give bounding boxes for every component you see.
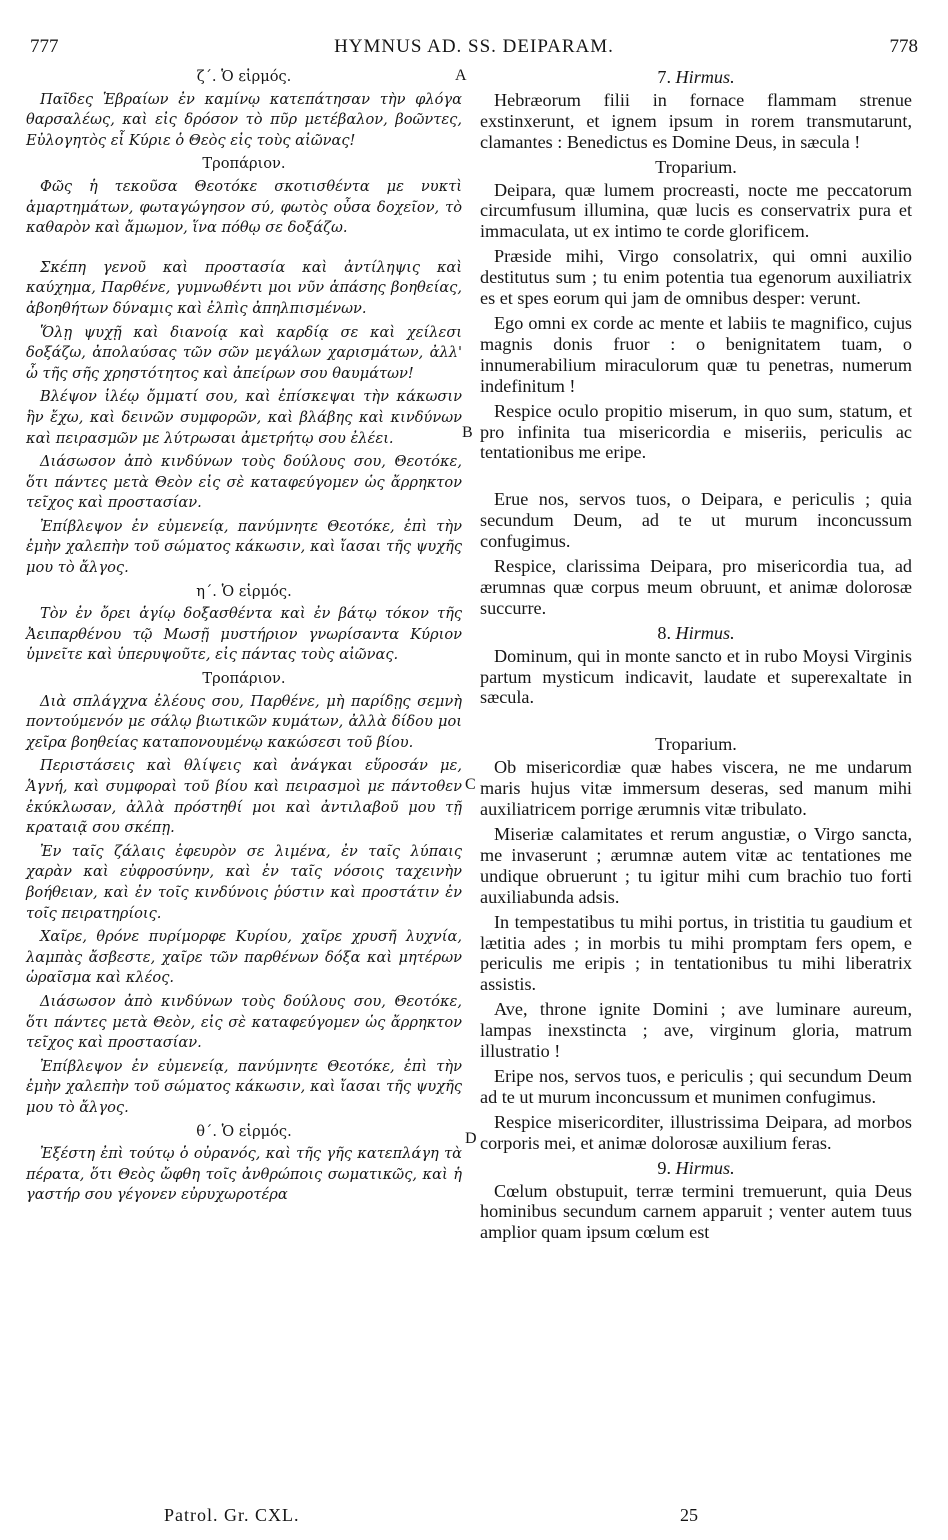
latin-heading-troparium-7: Troparium.: [655, 156, 737, 177]
latin-heading-troparium-8: Troparium.: [655, 734, 737, 755]
greek-paragraph: Διάσωσον ἀπὸ κινδύνων τοὺς δούλους σου, Θεοτόκε, ὅτι πάντες μετὰ Θεὸν, εἰς σὲ καταφεύγομεν ὡς ἄρρηκτον τεῖχος καὶ προστασίαν.: [26, 992, 462, 1052]
page-number-left: 777: [30, 36, 59, 57]
latin-paragraph: Ego omni ex corde ac mente et labiis te magnifico, cujus magnis donis fruor : o benignitatem tuam, o innumerabilium miraculorum quæ tu penetras, numerum indefinitum !: [480, 312, 912, 396]
latin-paragraph: Respice misericorditer, illustrissima Deipara, ad morbos corporis mei, et animæ dolorosæ auxilium feras.: [480, 1111, 912, 1153]
latin-paragraph: Dominum, qui in monte sancto et in rubo Moysi Virginis partum mysticum indicavit, laudate et superexaltate in sæcula.: [480, 645, 912, 708]
latin-paragraph: Respice, clarissima Deipara, pro misericordia tua, ad ærumnas quæ corpus meum obruunt, et animæ dolorosæ succurre.: [480, 556, 912, 618]
latin-paragraph: Miseriæ calamitates et rerum angustiæ, o Virgo sancta, me invaserunt ; ærumnæ autem vitæ ac tentationes me undique obruerunt ; tu igitur mihi cum brachio tuo forti auxiliabunda adsis.: [480, 824, 912, 907]
greek-paragraph: Ἐπίβλεψον ἐν εὐμενείᾳ, πανύμνητε Θεοτόκε, ἐπὶ τὴν ἐμὴν χαλεπὴν τοῦ σώματος κάκωσιν, καὶ ἴασαι τῆς ψυχῆς μου τὸ ἄλγος.: [26, 517, 462, 577]
latin-paragraph: Præside mihi, Virgo consolatrix, qui omni auxilio destitutus sum ; tu enim potentia tua egenorum auxiliatrix es et spes eorum qui jam de omnibus desper: verunt.: [480, 246, 912, 309]
page-number-right: 778: [889, 36, 918, 57]
greek-heading-troparion-7: Τροπάριον.: [202, 155, 286, 173]
latin-heading-hirmus-8: 8. Hirmus.: [657, 622, 735, 643]
footer-source: Patrol. Gr. CXL.: [164, 1505, 300, 1525]
greek-paragraph: Περιστάσεις καὶ θλίψεις καὶ ἀνάγκαι εὕροσάν με, Ἁγνή, καὶ συμφοραὶ τοῦ βίου καὶ πειρασμοὶ με πάντοθεν ἐκύκλωσαν, ἀλλὰ πρόστηθί μοι καὶ ἀντιλαβοῦ μου τῇ κραταιᾷ σου σκέπῃ.: [26, 757, 462, 837]
latin-paragraph: Ob misericordiæ quæ habes viscera, ne me undarum maris hujus vitæ immersum deseras, sed manum mihi auxiliatricem porrige ærumnis vitæ tribulato.: [480, 757, 912, 820]
greek-heading-hirmus-8: η΄. Ὁ εἱρμός.: [196, 582, 292, 600]
greek-paragraph: Χαῖρε, θρόνε πυρίμορφε Κυρίου, χαῖρε χρυσῆ λυχνία, λαμπὰς ἄσβεστε, χαῖρε τῶν παρθένων δόξα καὶ μητέρων ὡραῖσμα καὶ κλέος.: [26, 928, 462, 987]
greek-paragraph: Φῶς ἡ τεκοῦσα Θεοτόκε σκοτισθέντα με νυκτὶ ἁμαρτημάτων, φωταγώγησον σύ, φωτὸς οὖσα δοχεῖον, τὸ καθαρὸν καὶ ἄμωμον, ἵνα πόθῳ σε δοξάζω.: [26, 177, 462, 237]
latin-paragraph: Eripe nos, servos tuos, e periculis ; qui secundum Deum ad te ut murum inconcussum et munimen confugimus.: [480, 1065, 912, 1107]
latin-heading-hirmus-9: 9. Hirmus.: [657, 1157, 735, 1178]
greek-paragraph: Βλέψον ἱλέῳ ὄμματί σου, καὶ ἐπίσκεψαι τὴν κάκωσιν ἣν ἔχω, καὶ δεινῶν συμφορῶν, καὶ βλάβης καὶ κινδύνων καὶ πειρασμῶν με λύτρωσαι ἀμετρήτῳ σου ἐλέει.: [26, 388, 462, 447]
page-title: HYMNUS AD. SS. DEIPARAM.: [334, 36, 614, 57]
greek-paragraph: Διάσωσον ἀπὸ κινδύνων τοὺς δούλους σου, Θεοτόκε, ὅτι πάντες μετὰ Θεὸν εἰς σὲ καταφεύγομεν ὡς ἄρρηκτον τεῖχος καὶ προστασίαν.: [26, 453, 462, 512]
greek-paragraph: Ἐν ταῖς ζάλαις ἐφευρὸν σε λιμένα, ἐν ταῖς λύπαις χαρὰν καὶ εὐφροσύνην, καὶ ἐν ταῖς νόσοις ταχεινὴν βοήθειαν, καὶ ἐν τοῖς κινδύνοις ῥύστιν καὶ προστάτιν ἐν τοῖς πειρατηρίοις.: [26, 842, 462, 922]
margin-letter-b: B: [462, 424, 473, 441]
latin-paragraph: Respice oculo propitio miserum, in quo sum, statum, et pro infinita tua misericordia e miseriis, periculis ac tentationibus me eripe.: [480, 400, 912, 463]
latin-paragraph: Ave, throne ignite Domini ; ave luminare aureum, lampas inexstincta ; ave, virginum gloria, matrum illustratio !: [480, 999, 912, 1062]
greek-paragraph: Ἐπίβλεψον ἐν εὐμενείᾳ, πανύμνητε Θεοτόκε, ἐπὶ τὴν ἐμὴν χαλεπὴν τοῦ σώματος κάκωσιν, καὶ ἴασαι τῆς ψυχῆς μου τὸ ἄλγος.: [26, 1057, 462, 1116]
latin-paragraph: Deipara, quæ lumem procreasti, nocte me peccatorum circumfusum illumina, quæ lucis es conservatrix pura et immaculata, ut ex intimo te corde glorificem.: [480, 179, 912, 242]
greek-heading-hirmus-9: θ΄. Ὁ εἱρμός.: [196, 1122, 292, 1140]
greek-paragraph: Τὸν ἐν ὄρει ἁγίῳ δοξασθέντα καὶ ἐν βάτῳ τόκον τῆς Ἀειπαρθένου τῷ Μωσῇ μυστήριον γνωρίσαντα Κύριον ὑμνεῖτε καὶ ὑπερυψοῦτε, εἰς πάντας τοὺς αἰῶνας.: [26, 605, 462, 664]
latin-column: [480, 67, 912, 1247]
greek-paragraph: Σκέπη γενοῦ καὶ προστασία καὶ ἀντίληψις καὶ καύχημα, Παρθένε, γυμνωθέντι μοι νῦν ἁπάσης βοηθείας, ἀβοηθήτων δύναμις καὶ ἐλπὶς ἀπηλπισμένων.: [26, 258, 462, 317]
latin-paragraph: Hebræorum filii in fornace flammam strenue exstinxerunt, et ignem ipsum in rorem transmutarunt, clamantes : Benedictus es Domine Deus, in sæcula !: [480, 89, 912, 152]
margin-letter-d: D: [465, 1130, 477, 1147]
margin-letter-c: C: [465, 776, 476, 793]
greek-heading-troparion-8: Τροπάριον.: [202, 670, 286, 688]
latin-heading-hirmus-7: 7. Hirmus.: [657, 67, 735, 87]
running-header: [30, 36, 918, 58]
footer-signature: 25: [680, 1505, 698, 1525]
greek-paragraph: Ἐξέστη ἐπὶ τούτῳ ὁ οὐρανός, καὶ τῆς γῆς κατεπλάγη τὰ πέρατα, ὅτι Θεὸς ὤφθη τοῖς ἀνθρώποις σωματικῶς, καὶ ἡ γαστήρ σου γέγονεν εὐρυχωροτέρα: [26, 1145, 462, 1204]
latin-paragraph: Cœlum obstupuit, terræ termini tremuerunt, quia Deus hominibus secundum carnem apparuit ; venter autem tuus amplior quam ipsum cœlum est: [480, 1180, 912, 1243]
latin-paragraph: In tempestatibus tu mihi portus, in tristitia tu gaudium et lætitia ades ; in morbis tu mihi promptam fers opem, e periculis me eripis ; in tentationibus tu mihi liberatrix assistis.: [480, 911, 912, 995]
greek-heading-hirmus-7: ζ΄. Ὁ εἱρμός.: [196, 68, 292, 85]
greek-paragraph: Παῖδες Ἑβραίων ἐν καμίνῳ κατεπάτησαν τὴν φλόγα θαρσαλέως, καὶ εἰς δρόσον τὸ πῦρ μετέβαλον, βοῶντες, Εὐλογητὸς εἶ Κύριε ὁ Θεὸς εἰς τοὺς αἰῶνας!: [26, 90, 462, 149]
margin-letter-a: A: [455, 67, 467, 84]
latin-paragraph: Erue nos, servos tuos, o Deipara, e periculis ; quia secundum Deum, ad te ut murum inconcussum confugimus.: [480, 489, 912, 552]
greek-paragraph: Ὅλῃ ψυχῇ καὶ διανοίᾳ καὶ καρδίᾳ σε καὶ χείλεσι δοξάζω, ἀπολαύσας τῶν σῶν μεγάλων χαρισμάτων, ἀλλ' ὦ τῆς σῆς χρηστότητος καὶ ἀπείρων σου θαυμάτων!: [26, 323, 462, 382]
greek-column: [26, 67, 462, 1209]
greek-paragraph: Διὰ σπλάγχνα ἐλέους σου, Παρθένε, μὴ παρίδῃς σεμνὴ ποντούμενόν με σάλῳ βιωτικῶν κυμάτων, ἀλλὰ δίδου μοι χεῖρα βοηθείας καταπονουμένῳ κακώσεσι τοῦ βίου.: [26, 692, 462, 751]
